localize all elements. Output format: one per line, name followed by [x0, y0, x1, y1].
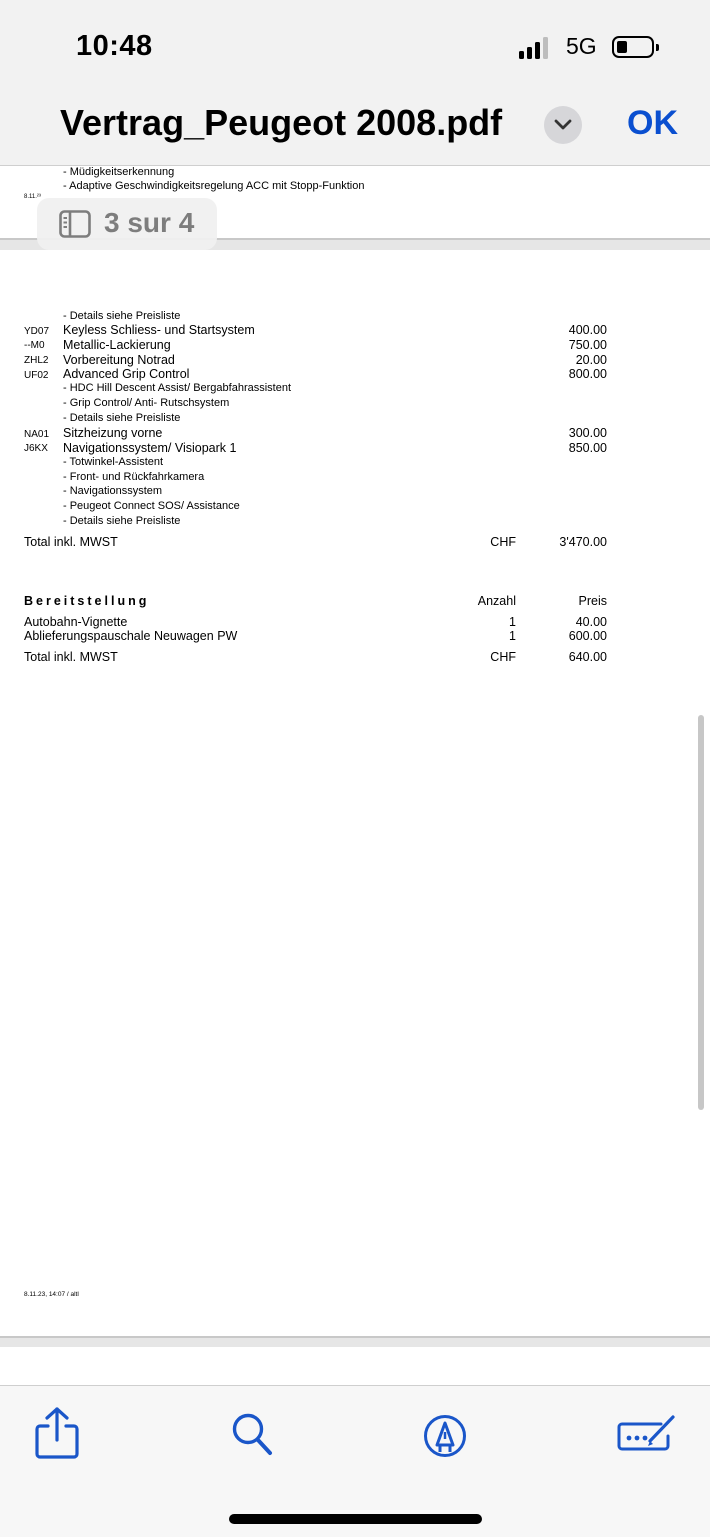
option-name: Keyless Schliess- und Startsystem: [63, 323, 255, 337]
option-price: 20.00: [575, 353, 607, 367]
prev-line: - Adaptive Geschwindigkeitsregelung ACC mit Stopp-Funktion: [63, 180, 365, 192]
share-button[interactable]: [34, 1406, 80, 1465]
search-icon: [231, 1412, 275, 1458]
pdf-page-current: [0, 250, 710, 1336]
nav-bar: [0, 90, 710, 165]
option-code: NA01: [24, 429, 50, 440]
provision-price: 40.00: [575, 615, 607, 629]
option-name: Advanced Grip Control: [63, 367, 190, 381]
option-code: YD07: [24, 326, 50, 337]
list-item: - Details siehe Preisliste: [63, 412, 181, 424]
cellular-signal-icon: [519, 37, 549, 59]
list-item: - Grip Control/ Anti- Rutschsystem: [63, 397, 230, 409]
provision-qty: 1: [509, 615, 516, 629]
option-code: ZHL2: [24, 355, 49, 366]
option-name: Navigationssystem/ Visiopark 1: [63, 441, 237, 455]
section-heading: Bereitstellung: [24, 594, 150, 608]
share-icon: [34, 1406, 80, 1460]
list-item: - Peugeot Connect SOS/ Assistance: [63, 500, 240, 512]
list-item: - Navigationssystem: [63, 485, 163, 497]
total-currency: CHF: [490, 535, 516, 549]
option-name: Vorbereitung Notrad: [63, 353, 175, 367]
total-amount: 640.00: [568, 650, 607, 664]
provision-qty: 1: [509, 629, 516, 643]
option-name: Sitzheizung vorne: [63, 426, 163, 440]
signature-icon: [617, 1414, 677, 1454]
option-code: J6KX: [24, 443, 48, 454]
option-price: 400.00: [568, 323, 607, 337]
pdf-page-next: [0, 1347, 710, 1385]
total-label: Total inkl. MWST: [24, 535, 118, 549]
list-item: - Front- und Rückfahrkamera: [63, 471, 205, 483]
page-indicator-label: 3 sur 4: [104, 207, 195, 238]
home-indicator: [229, 1514, 482, 1524]
total-label: Total inkl. MWST: [24, 650, 118, 664]
title-menu-button[interactable]: [544, 106, 582, 144]
list-item: - HDC Hill Descent Assist/ Bergabfahrassistent: [63, 382, 292, 394]
page-indicator[interactable]: [37, 198, 217, 250]
status-time: 10:48: [76, 30, 153, 62]
status-bar: [0, 0, 710, 90]
bottom-toolbar: [0, 1385, 710, 1537]
search-button[interactable]: [231, 1412, 275, 1463]
total-amount: 3'470.00: [559, 535, 607, 549]
battery-icon: [612, 36, 654, 58]
provision-item: Ablieferungspauschale Neuwagen PW: [24, 629, 238, 643]
network-type: 5G: [566, 33, 597, 59]
prev-line: - Müdigkeitserkennung: [63, 166, 175, 178]
list-item: - Totwinkel-Assistent: [63, 456, 164, 468]
scrollbar[interactable]: [698, 715, 704, 1110]
option-code: UF02: [24, 370, 49, 381]
option-code: --M0: [24, 340, 45, 351]
option-name: Metallic-Lackierung: [63, 338, 171, 352]
provision-price: 600.00: [568, 629, 607, 643]
list-item: - Details siehe Preisliste: [63, 515, 181, 527]
total-currency: CHF: [490, 650, 516, 664]
ok-button[interactable]: OK: [627, 104, 678, 142]
list-item: - Details siehe Preisliste: [63, 310, 181, 322]
option-price: 800.00: [568, 367, 607, 381]
provision-item: Autobahn-Vignette: [24, 615, 128, 629]
column-header-qty: Anzahl: [477, 594, 516, 608]
chevron-down-icon: [553, 116, 573, 134]
signature-button[interactable]: [617, 1414, 677, 1459]
page-footer: 8.11.23, 14:07 / altl: [24, 1291, 79, 1298]
option-price: 300.00: [568, 426, 607, 440]
markup-button[interactable]: [423, 1414, 467, 1463]
page-divider: [0, 1336, 710, 1338]
document-title[interactable]: Vertrag_Peugeot 2008.pdf: [60, 102, 503, 143]
prev-footer: 8.11.²³: [24, 194, 41, 200]
pdf-viewer[interactable]: [0, 165, 710, 1385]
sidebar-icon: [59, 210, 91, 238]
column-header-price: Preis: [578, 594, 607, 608]
option-price: 850.00: [568, 441, 607, 455]
markup-pen-icon: [423, 1414, 467, 1458]
option-price: 750.00: [568, 338, 607, 352]
